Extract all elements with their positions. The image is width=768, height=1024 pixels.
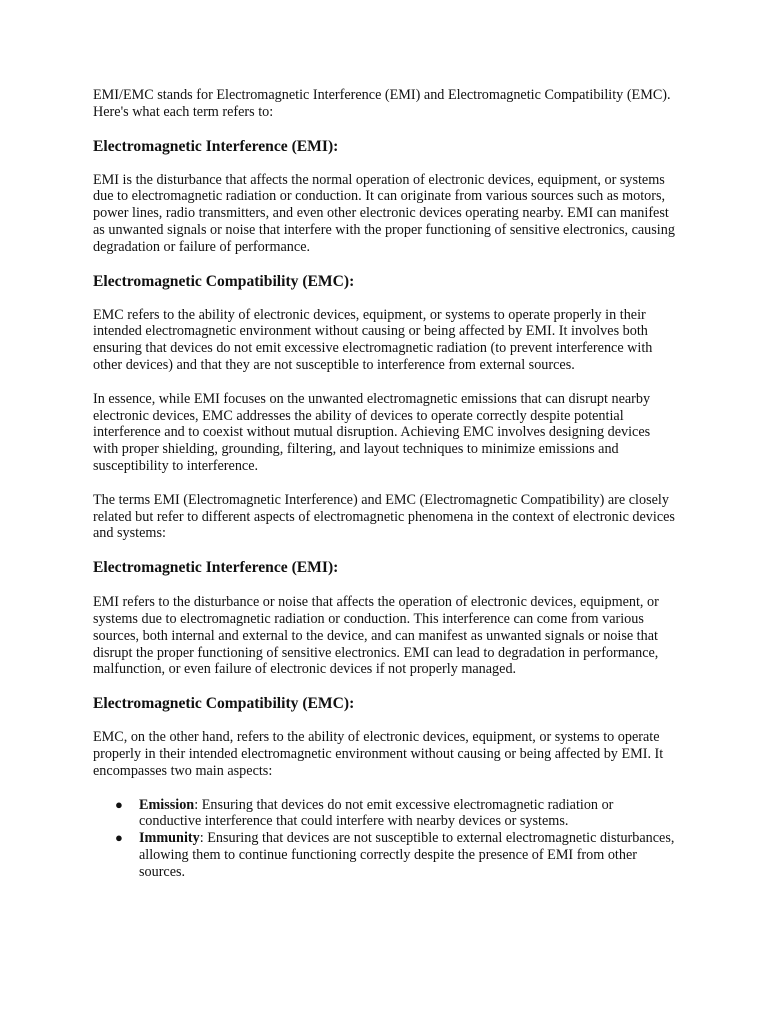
intro-paragraph: EMI/EMC stands for Electromagnetic Interference (EMI) and Electromagnetic Compatibility (EMC). Here's what each term refers to: <box>93 87 671 120</box>
essence-paragraph: In essence, while EMI focuses on the unwanted electromagnetic emissions that can disrupt nearby electronic devices, EMC addresses the ability of devices to operate correctly despite potential interference and to coexist without mutual disruption. Achieving EMC involves designing devices with proper shielding, grounding, filtering, and layout techniques to minimize emissions and susceptibility to interference. <box>93 390 651 474</box>
emi-paragraph: EMI is the disturbance that affects the normal operation of electronic devices, equipment, or systems due to electromagnetic radiation or conduction. It can originate from various sources such as motors, power lines, radio transmitters, and even other electronic devices operating nearby. EMI can manifest as unwanted signals or noise that interfere with the proper functioning of sensitive electronics, causing degradation or failure of performance. <box>93 171 675 255</box>
emc-heading: Electromagnetic Compatibility (EMC): <box>93 272 355 290</box>
emi-heading-second: Electromagnetic Interference (EMI): <box>93 559 339 577</box>
emc-heading-second: Electromagnetic Compatibility (EMC): <box>93 695 355 713</box>
bullet-icon: ● <box>115 796 123 812</box>
emi-heading: Electromagnetic Interference (EMI): <box>93 137 339 155</box>
emc-aspects-list <box>93 797 676 881</box>
related-paragraph: The terms EMI (Electromagnetic Interference) and EMC (Electromagnetic Compatibility) are closely related but refer to different aspects of electromagnetic phenomena in the context of electronic devices and systems: <box>93 491 675 542</box>
immunity-term: Immunity <box>139 830 200 847</box>
emc-paragraph-second: EMC, on the other hand, refers to the ability of electronic devices, equipment, or systems to operate properly in their intended electromagnetic environment without causing or being affected by EMI. It encompasses two main aspects: <box>93 729 664 779</box>
emi-paragraph-second: EMI refers to the disturbance or noise that affects the operation of electronic devices, equipment, or systems due to electromagnetic radiation or conduction. This interference can come from various sources, both internal and external to the device, and can manifest as unwanted signals or noise that disrupt the proper functioning of sensitive electronics. EMI can lead to degradation in performance, malfunction, or even failure of electronic devices if not properly managed. <box>93 594 659 678</box>
list-item-immunity <box>115 830 676 880</box>
immunity-text: : Ensuring that devices are not susceptible to external electromagnetic disturbances, allowing them to continue functioning correctly despite the presence of EMI from other sources. <box>139 830 675 880</box>
emc-paragraph: EMC refers to the ability of electronic devices, equipment, or systems to operate properly in their intended electromagnetic environment without causing or being affected by EMI. It involves both ensuring that devices do not emit excessive electromagnetic radiation (to prevent interference with other devices) and that they are not susceptible to interference from external sources. <box>93 306 653 373</box>
emission-text: : Ensuring that devices do not emit excessive electromagnetic radiation or conductive interference that could interfere with nearby devices or systems. <box>139 796 614 830</box>
bullet-icon: ● <box>115 830 123 846</box>
list-item-emission <box>115 796 676 831</box>
emission-term: Emission <box>139 796 195 813</box>
